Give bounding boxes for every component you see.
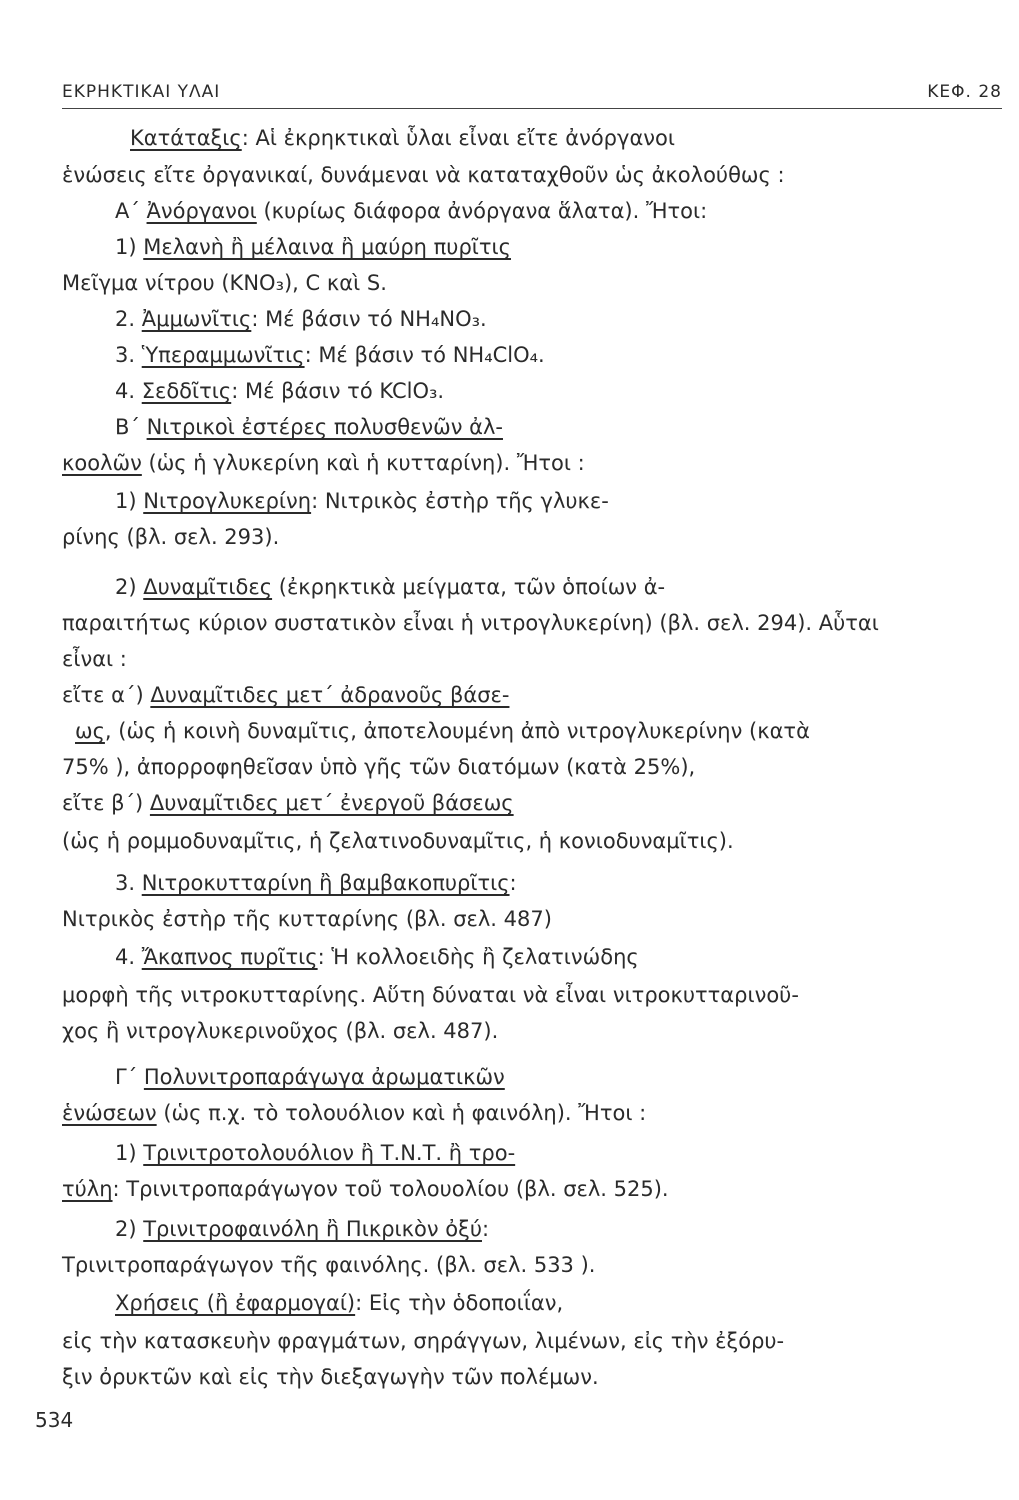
line-prefix: 1) [115,235,144,259]
text-line-l16 [62,680,509,710]
underlined-term: Μελανὴ ἢ μέλαινα ἢ μαύρη πυρῖτις [143,235,511,259]
line-text: , (ὡς ἡ κοινὴ δυναμῖτις, ἀποτελουμένη ἀπὸ νιτρογλυκερίνην (κατὰ [104,719,810,743]
underlined-term: Δυναμῖτιδες μετ΄ ἐνεργοῦ βάσεως [149,791,514,815]
text-line-l4 [115,232,511,262]
line-text: : Μέ βάσιν τό NH₄ClO₄. [304,343,545,367]
text-line-l28 [115,1138,515,1168]
underlined-term: Νιτρογλυκερίνη [143,489,312,513]
text-line-l1 [130,123,675,153]
underlined-term: Τρινιτροτολουόλιον ἢ Τ.Ν.Τ. ἢ τρο- [143,1141,516,1165]
underlined-term: ἑνώσεων [62,1101,157,1125]
line-text: εἰς τὴν κατασκευὴν φραγμάτων, σηράγγων, λιμένων, εἰς τὴν ἐξόρυ- [62,1329,785,1353]
underlined-term: Σεδδῖτις [141,379,232,403]
underlined-term: Τρινιτροφαινόλη ἢ Πικρικὸν ὀξύ [143,1217,482,1241]
text-line-l6 [115,304,487,334]
line-prefix: 3. [115,871,142,895]
text-line-l27 [62,1098,646,1128]
text-line-l23 [115,942,639,972]
line-text: : [481,1217,490,1241]
line-text: : Μέ βάσιν τό KClO₃. [231,379,445,403]
line-text: χος ἢ νιτρογλυκερινοῦχος (βλ. σελ. 487). [62,1019,499,1043]
text-line-l11 [115,486,609,516]
text-line-l17 [75,716,810,746]
line-prefix: Γ΄ [115,1065,144,1089]
line-text: : [509,871,517,895]
running-header [62,82,1002,109]
underlined-term: Χρήσεις (ἢ ἐφαρμογαί) [115,1291,356,1315]
header-title: ΕΚΡΗΚΤΙΚΑΙ ΥΛΑΙ [62,82,221,102]
line-text: (ἐκρηκτικὰ μείγματα, τῶν ὁποίων ἀ- [272,575,666,599]
page-number: 534 [35,1408,74,1432]
header-chapter: ΚΕΦ. 28 [927,82,1002,102]
text-line-l3 [115,196,707,226]
line-text: Νιτρικὸς ἐστὴρ τῆς κυτταρίνης (βλ. σελ. 487) [62,907,552,931]
text-line-l30 [115,1214,489,1244]
line-prefix: Α΄ [115,199,147,223]
line-text: : Τρινιτροπαράγωγον τοῦ τολουολίου (βλ. σελ. 525). [112,1177,669,1201]
text-line-l8 [115,376,444,406]
text-line-l2 [62,160,785,190]
underlined-term: Νιτροκυτταρίνη ἢ βαμβακοπυρῖτις [141,871,510,895]
text-line-l18 [62,752,695,782]
line-prefix: 3. [115,343,142,367]
line-text: (ὡς π.χ. τὸ τολουόλιον καὶ ἡ φαινόλη). Ἤτοι : [156,1101,647,1125]
text-line-l22 [62,904,552,934]
line-text: Μεῖγμα νίτρου (KNO₃), C καὶ S. [62,271,387,295]
underlined-term: Πολυνιτροπαράγωγα ἀρωματικῶν [143,1065,505,1089]
line-text: : Μέ βάσιν τό NH₄NO₃. [251,307,487,331]
line-text: : Ἡ κολλοειδὴς ἢ ζελατινώδης [317,945,639,969]
line-prefix: 4. [115,945,142,969]
text-line-l29 [62,1174,669,1204]
line-text: παραιτήτως κύριον συστατικὸν εἶναι ἡ νιτρογλυκερίνη) (βλ. σελ. 294). Αὗται [62,611,879,635]
text-line-l21 [115,868,517,898]
text-line-l31 [62,1250,595,1280]
text-line-l7 [115,340,545,370]
text-line-l5 [62,268,387,298]
text-line-l9 [115,412,503,442]
line-prefix: 1) [115,489,144,513]
underlined-term: Ἀνόργανοι [146,199,257,223]
line-text: ρίνης (βλ. σελ. 293). [62,525,280,549]
line-text: : Νιτρικὸς ἐστὴρ τῆς γλυκε- [311,489,609,513]
text-line-l15 [62,644,127,674]
underlined-term: τύλη [62,1177,113,1201]
text-line-l13 [115,572,665,602]
underlined-term: Νιτρικοὶ ἐστέρες πολυσθενῶν ἀλ- [146,415,503,439]
text-line-l20 [62,826,734,856]
underlined-term: Ὑπεραμμωνῖτις [141,343,305,367]
line-text: (κυρίως διάφορα ἀνόργανα ἅλατα). Ἤτοι: [256,199,708,223]
underlined-term: Δυναμῖτιδες [143,575,273,599]
line-text: ἑνώσεις εἴτε ὀργανικαί, δυνάμεναι νὰ καταταχθοῦν ὡς ἀκολούθως : [62,163,785,187]
text-line-l14 [62,608,879,638]
underlined-term: κοολῶν [62,451,142,475]
underlined-term: Ἄκαπνος πυρῖτις [141,945,318,969]
line-prefix: 1) [115,1141,144,1165]
line-text: (ὡς ἡ ρομμοδυναμῖτις, ἡ ζελατινοδυναμῖτις, ἡ κονιοδυναμῖτις). [62,829,734,853]
text-line-l32 [115,1288,563,1318]
text-line-l24 [62,980,799,1010]
text-line-l33 [62,1326,784,1356]
line-text: εἶναι : [62,647,127,671]
line-text: ξιν ὀρυκτῶν καὶ εἰς τὴν διεξαγωγὴν τῶν πολέμων. [62,1365,599,1389]
underlined-term: Κατάταξις [130,126,242,150]
text-line-l25 [62,1016,498,1046]
text-line-l10 [62,448,585,478]
line-prefix: 2) [115,1217,144,1241]
line-text: Τρινιτροπαράγωγον τῆς φαινόλης. (βλ. σελ. 533 ). [62,1253,596,1277]
text-line-l19 [62,788,514,818]
text-line-l26 [115,1062,505,1092]
line-prefix: 2. [115,307,142,331]
line-text: μορφὴ τῆς νιτροκυτταρίνης. Αὕτη δύναται νὰ εἶναι νιτροκυτταρινοῦ- [62,983,799,1007]
line-prefix: εἴτε α΄) [62,683,151,707]
line-text: (ὡς ἡ γλυκερίνη καὶ ἡ κυτταρίνη). Ἤτοι : [141,451,585,475]
line-text: : Εἰς τὴν ὁδοποιΐαν, [355,1291,564,1315]
line-text: 75% ), ἀπορροφηθεῖσαν ὑπὸ γῆς τῶν διατόμων (κατὰ 25%), [62,755,696,779]
line-text: : Αἱ ἐκρηκτικαὶ ὗλαι εἶναι εἴτε ἀνόργανοι [241,126,675,150]
underlined-term: Ἀμμωνῖτις [141,307,252,331]
text-line-l34 [62,1362,599,1392]
line-prefix: 4. [115,379,142,403]
line-prefix: Β΄ [115,415,147,439]
underlined-term: ως [75,719,105,743]
line-prefix: 2) [115,575,144,599]
text-line-l12 [62,522,279,552]
underlined-term: Δυναμῖτιδες μετ΄ ἀδρανοῦς βάσε- [150,683,510,707]
line-prefix: εἴτε β΄) [62,791,150,815]
